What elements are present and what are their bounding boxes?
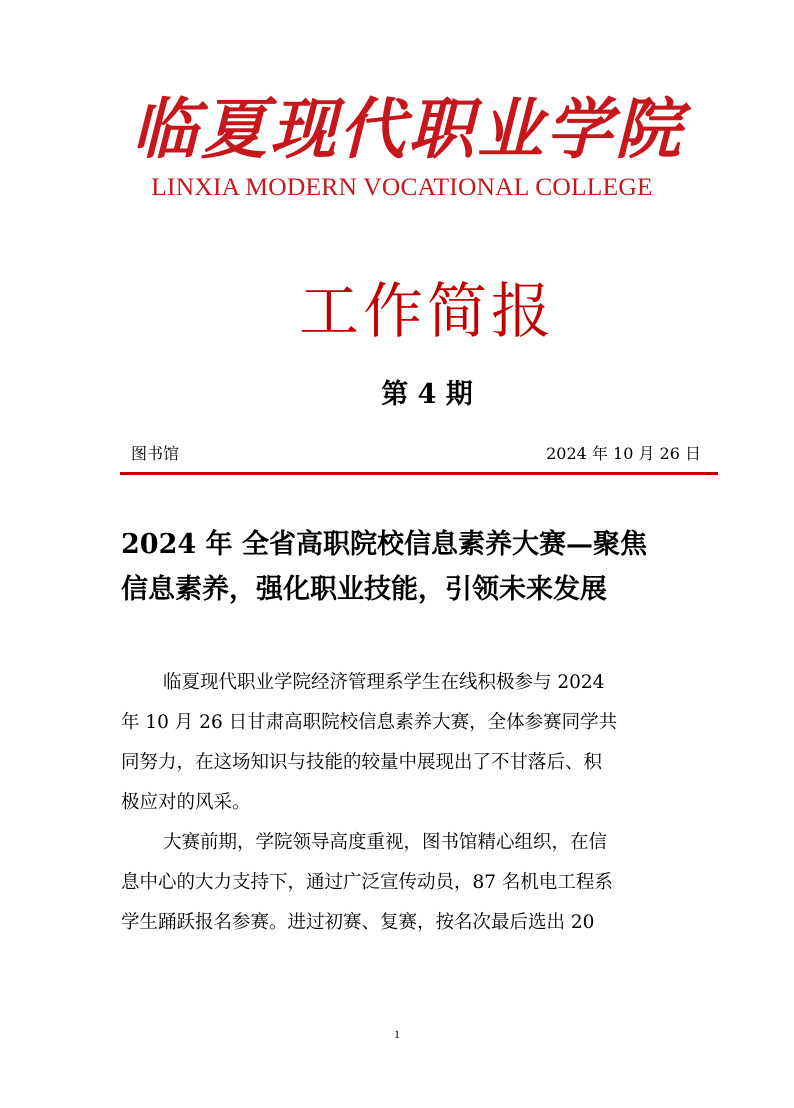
article-headline (121, 522, 681, 612)
college-logo-english: LINXIA MODERN VOCATIONAL COLLEGE (151, 172, 653, 201)
page-number: 1 (394, 1027, 400, 1041)
issue-number: 第 4 期 (381, 379, 473, 410)
paragraph-line: 同努力，在这场知识与技能的较量中展现出了不甘落后、积 (121, 752, 603, 773)
paragraph-line: 大赛前期，学院领导高度重视，图书馆精心组织，在信 (163, 832, 608, 853)
paragraph-line: 临夏现代职业学院经济管理系学生在线积极参与 2024 (163, 672, 605, 693)
paragraph-line: 年 10 月 26 日甘肃高职院校信息素养大赛，全体参赛同学共 (121, 712, 618, 733)
headline-line: 2024 年 全省高职院校信息素养大赛—聚焦 (121, 529, 647, 560)
publish-date: 2024 年 10 月 26 日 (546, 444, 701, 463)
college-logo-chinese: 临夏现代职业学院 (132, 90, 684, 168)
paragraph-line: 极应对的风采。 (121, 792, 251, 813)
article-body (121, 663, 683, 943)
paragraph-line: 息中心的大力支持下，通过广泛宣传动员，87 名机电工程系 (121, 872, 613, 893)
headline-line: 信息素养，强化职业技能，引领未来发展 (121, 574, 607, 605)
paragraph-line: 学生踊跃报名参赛。进过初赛、复赛，按名次最后选出 20 (121, 912, 595, 933)
document-title: 工作简报 (299, 277, 555, 347)
header-divider (120, 472, 718, 475)
department-label: 图书馆 (131, 444, 180, 463)
